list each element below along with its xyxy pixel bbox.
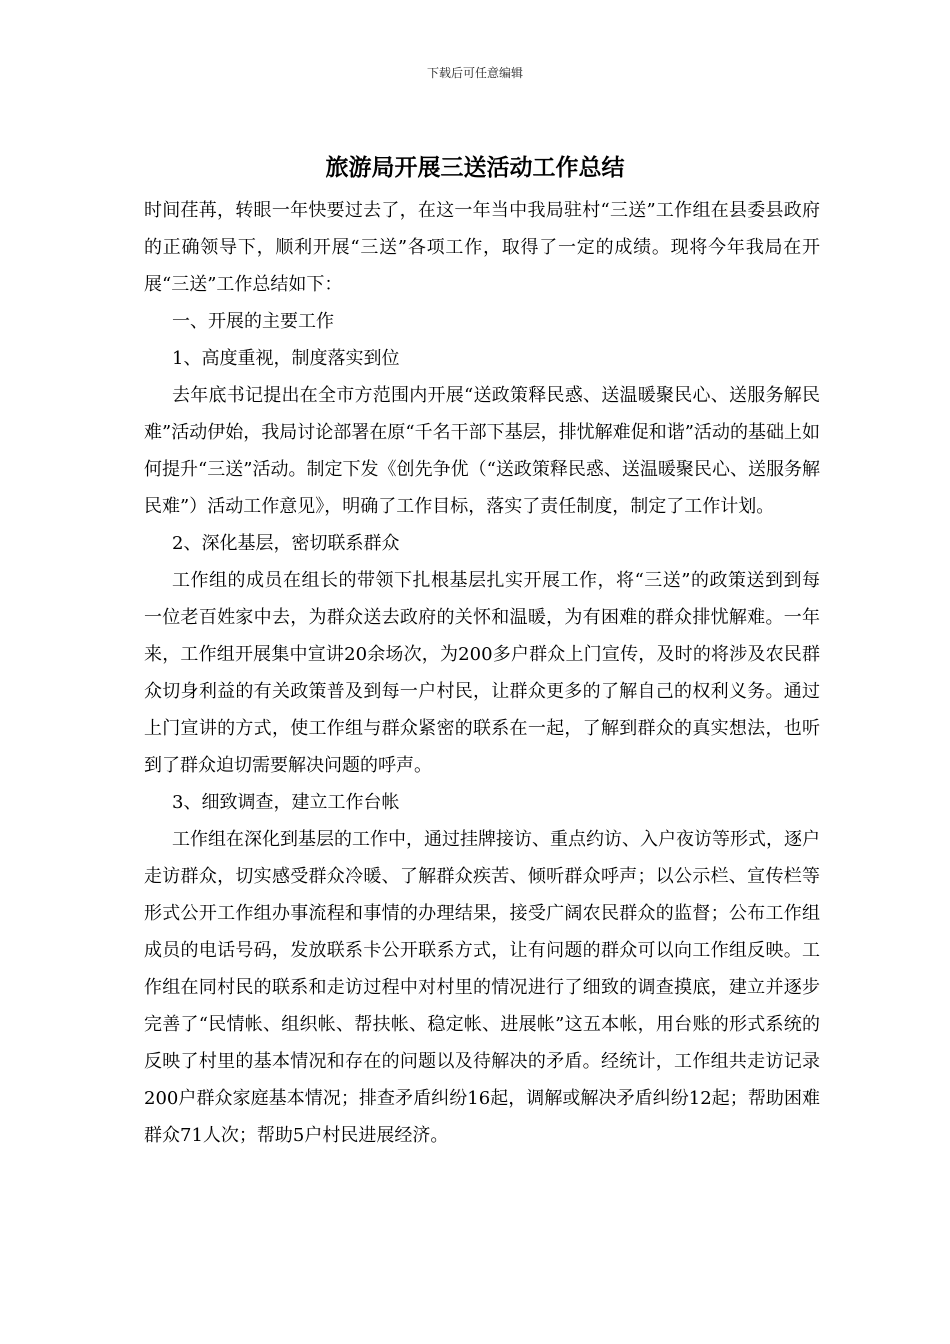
- paragraph-2: 工作组的成员在组长的带领下扎根基层扎实开展工作，将“三送”的政策送到到每一位老百姓家中去，为群众送去政府的关怀和温暖，为有困难的群众排忧解难。一年来，工作组开展集中宣讲20余场次，为200多户群众上门宣传，及时的将涉及农民群众切身利益的有关政策普及到每一户村民，让群众更多的了解自己的权利义务。通过上门宣讲的方式，使工作组与群众紧密的联系在一起，了解到群众的真实想法，也听到了群众迫切需要解决问题的呼声。: [144, 570, 820, 776]
- paragraph-3: 工作组在深化到基层的工作中，通过挂牌接访、重点约访、入户夜访等形式，逐户走访群众，切实感受群众冷暖、了解群众疾苦、倾听群众呼声；以公示栏、宣传栏等形式公开工作组办事流程和事情的办理结果，接受广阔农民群众的监督；公布工作组成员的电话号码，发放联系卡公开联系方式，让有问题的群众可以向工作组反映。工作组在同村民的联系和走访过程中对村里的情况进行了细致的调查摸底，建立并逐步完善了“民情帐、组织帐、帮扶帐、稳定帐、进展帐”这五本帐，用台账的形式系统的反映了村里的基本情况和存在的问题以及待解决的矛盾。经统计，工作组共走访记录200户群众家庭基本情况；排查矛盾纠纷16起，调解或解决矛盾纠纷12起；帮助困难群众71人次；帮助5户村民进展经济。: [144, 829, 820, 1146]
- section-heading-main-work: 一、开展的主要工作: [172, 311, 334, 332]
- document-title: 旅游局开展三送活动工作总结: [325, 155, 625, 181]
- subheading-2: 2、深化基层，密切联系群众: [172, 533, 400, 554]
- subheading-3: 3、细致调查，建立工作台帐: [172, 792, 400, 813]
- header-note: 下载后可任意编辑: [426, 66, 523, 80]
- document-body: [144, 192, 820, 1154]
- subheading-1: 1、高度重视，制度落实到位: [172, 348, 400, 369]
- paragraph-intro: 时间荏苒，转眼一年快要过去了，在这一年当中我局驻村“三送”工作组在县委县政府的正确领导下，顺利开展“三送”各项工作，取得了一定的成绩。现将今年我局在开展“三送”工作总结如下：: [144, 200, 820, 295]
- paragraph-1: 去年底书记提出在全市方范围内开展“送政策释民惑、送温暖聚民心、送服务解民难”活动伊始，我局讨论部署在原“千名干部下基层，排忧解难促和谐”活动的基础上如何提升“三送”活动。制定下发《创先争优（“送政策释民惑、送温暖聚民心、送服务解民难”）活动工作意见》，明确了工作目标，落实了责任制度，制定了工作计划。: [144, 385, 820, 517]
